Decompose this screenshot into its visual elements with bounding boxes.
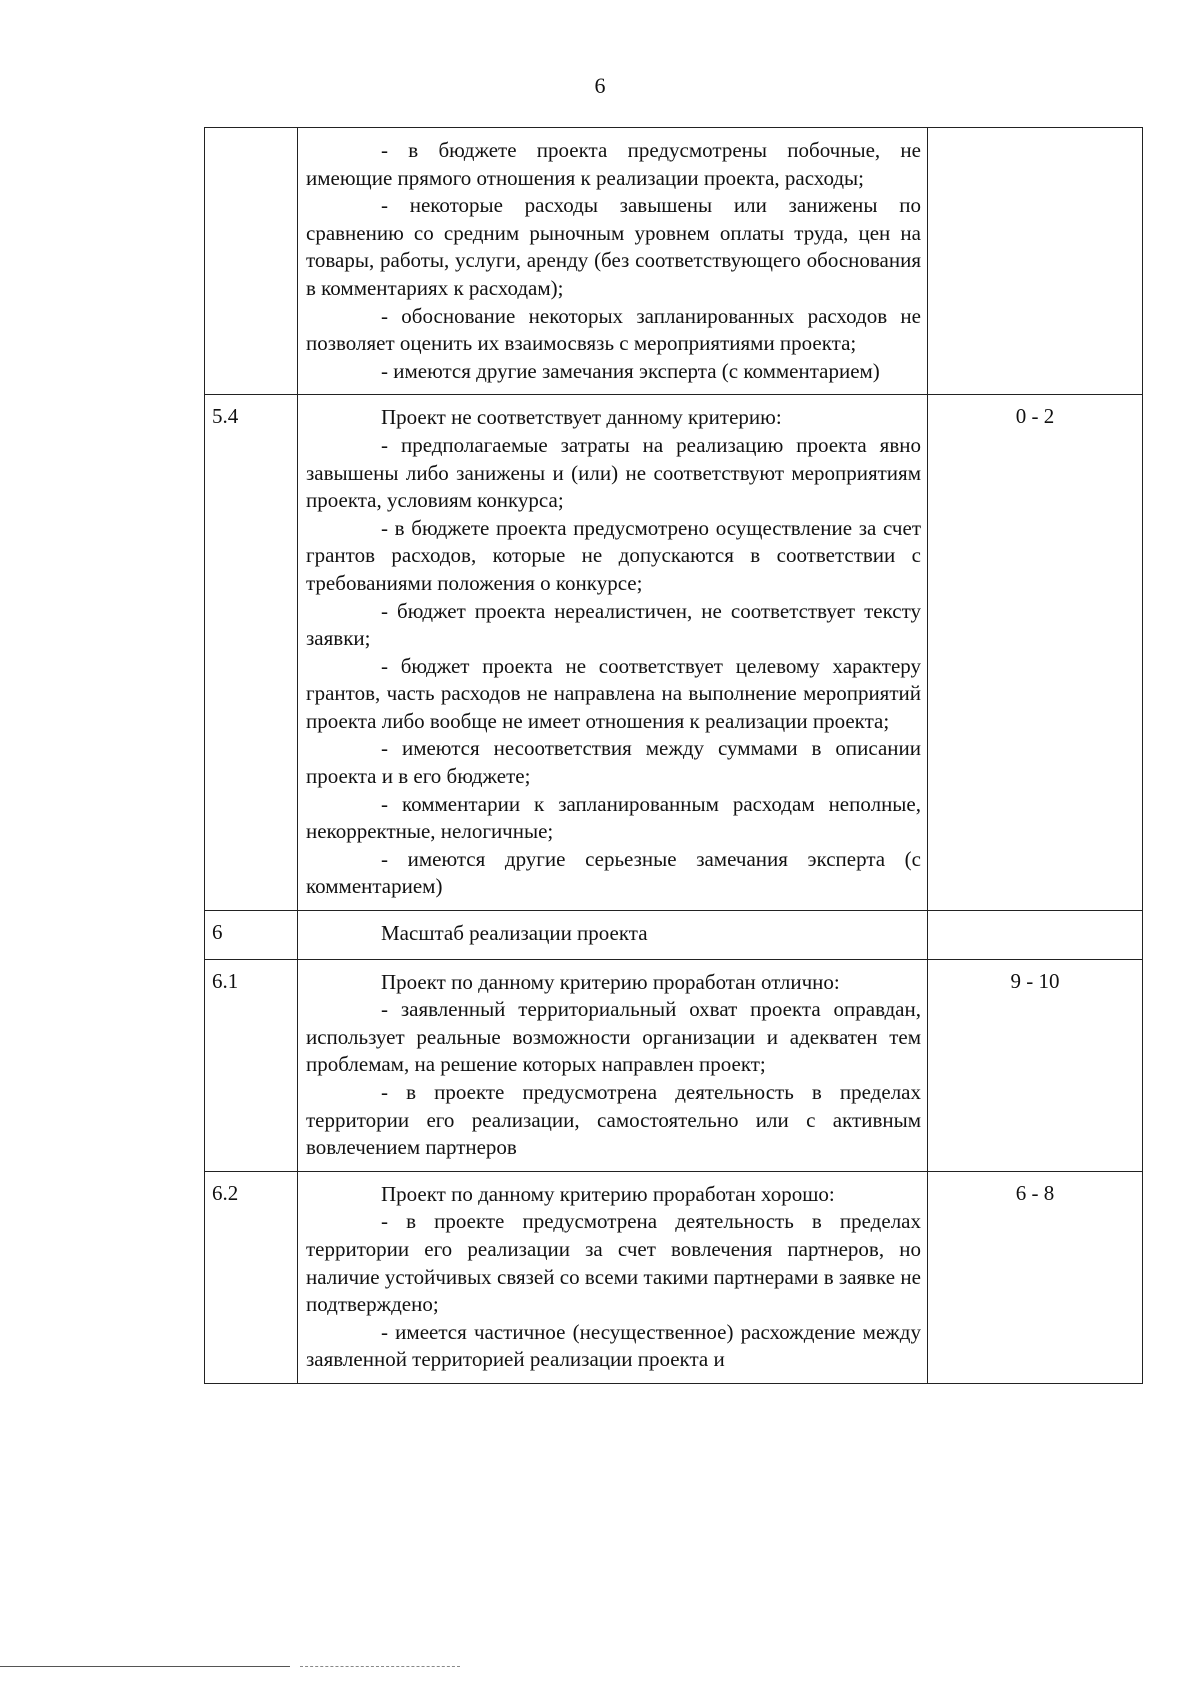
criterion-paragraph: - имеется частичное (несущественное) расхождение между заявленной территорией реализации проекта и	[306, 1319, 921, 1372]
section-title: Масштаб реализации проекта	[381, 921, 648, 946]
criterion-number: 6.2	[205, 1171, 298, 1383]
criterion-paragraph: - имеются другие серьезные замечания эксперта (с комментарием)	[306, 846, 921, 899]
table-row	[205, 395, 1143, 911]
criterion-paragraph: - в проекте предусмотрена деятельность в пределах территории его реализации, самостоятельно или с активным вовлечением партнеров	[306, 1080, 921, 1160]
criterion-heading: Проект по данному критерию проработан хорошо:	[381, 1181, 835, 1206]
criterion-description	[298, 395, 928, 911]
criterion-description	[298, 959, 928, 1171]
criterion-score: 6 - 8	[928, 1171, 1143, 1383]
criterion-description	[298, 1171, 928, 1383]
criterion-description	[298, 128, 928, 395]
table-row	[205, 128, 1143, 395]
criterion-paragraph: - заявленный территориальный охват проекта оправдан, использует реальные возможности организации и адекватен тем проблемам, на решение которых направлен проект;	[306, 997, 921, 1077]
table-row	[205, 959, 1143, 1171]
criterion-paragraph: - бюджет проекта нереалистичен, не соответствует тексту заявки;	[306, 598, 921, 651]
criterion-number: 6.1	[205, 959, 298, 1171]
criterion-score	[928, 128, 1143, 395]
criterion-score: 9 - 10	[928, 959, 1143, 1171]
criterion-paragraph: - предполагаемые затраты на реализацию проекта явно завышены либо занижены и (или) не соответствуют мероприятиям проекта, условиям конкурса;	[306, 432, 921, 513]
criterion-paragraph: - в бюджете проекта предусмотрены побочные, не имеющие прямого отношения к реализации проекта, расходы;	[306, 138, 921, 190]
criterion-paragraph: - в проекте предусмотрена деятельность в пределах территории его реализации за счет вовлечения партнеров, но наличие устойчивых связей со всеми такими партнерами в заявке не подтверждено;	[306, 1209, 921, 1317]
criterion-score: 0 - 2	[928, 395, 1143, 911]
table-row	[205, 911, 1143, 960]
criterion-paragraph: - имеются несоответствия между суммами в описании проекта и в его бюджете;	[306, 736, 921, 789]
criterion-paragraph: - в бюджете проекта предусмотрено осуществление за счет грантов расходов, которые не допускаются в соответствии с требованиями положения о конкурсе;	[306, 515, 921, 595]
criterion-paragraph: - некоторые расходы завышены или занижены по сравнению со средним рыночным уровнем оплаты труда, цен на товары, работы, услуги, аренду (без соответствующего обоснования в комментариях к расходам);	[306, 193, 921, 300]
criterion-score	[928, 911, 1143, 960]
criterion-heading: Проект по данному критерию проработан отлично:	[381, 969, 840, 994]
table-row	[205, 1171, 1143, 1383]
criterion-paragraph: - бюджет проекта не соответствует целевому характеру грантов, часть расходов не направлена на выполнение мероприятий проекта либо вообще не имеет отношения к реализации проекта;	[306, 653, 921, 733]
criterion-paragraph: - комментарии к запланированным расходам неполные, некорректные, нелогичные;	[306, 791, 921, 844]
criterion-heading: Проект не соответствует данному критерию:	[381, 405, 782, 430]
footer-dashed-rule	[300, 1666, 460, 1667]
criterion-number: 6	[205, 911, 298, 960]
criterion-description	[298, 911, 928, 960]
criterion-number	[205, 128, 298, 395]
criteria-table	[204, 127, 1143, 1384]
criterion-number: 5.4	[205, 395, 298, 911]
criterion-paragraph: - имеются другие замечания эксперта (с комментарием)	[381, 358, 880, 383]
footer-rule	[0, 1666, 290, 1667]
page-number: 6	[594, 73, 606, 98]
criterion-paragraph: - обоснование некоторых запланированных расходов не позволяет оценить их взаимосвязь с мероприятиями проекта;	[306, 303, 921, 356]
